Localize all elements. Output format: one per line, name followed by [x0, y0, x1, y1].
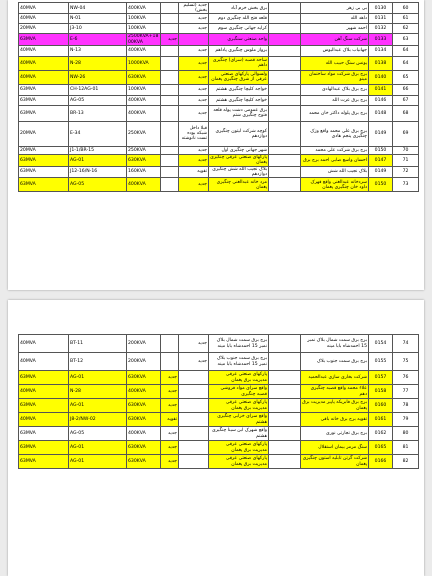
cell-row-number: 75 [393, 353, 419, 371]
cell-customer-name: بلاک نجیب الله شش [301, 166, 369, 177]
cell-status-alt: جدید [161, 441, 179, 455]
cell-status-alt: جدید [161, 34, 179, 45]
cell-capacity: 40MVA [19, 45, 69, 56]
table-row [19, 441, 419, 455]
cell-capacity: 63MVA [19, 178, 69, 192]
cell-blank [269, 413, 301, 427]
cell-status-alt: جدید [161, 427, 179, 441]
cell-blank [269, 34, 301, 45]
cell-transformer-kva: 630KVA [127, 371, 161, 385]
cell-record-id: 0158 [369, 385, 393, 399]
cell-transformer-kva: 630KVA [127, 399, 161, 413]
cell-capacity: 63MVA [19, 399, 69, 413]
cell-feeder-code: BT-12 [69, 353, 127, 371]
cell-transformer-kva: 630KVA [127, 154, 161, 166]
cell-blank [269, 84, 301, 95]
cell-feeder-code: J1-1/BR-15 [69, 146, 127, 154]
cell-capacity: 63MVA [19, 154, 69, 166]
cell-transformer-kva: 400KVA [127, 427, 161, 441]
cell-capacity: 63MVA [19, 34, 69, 45]
cell-status: جدید [179, 146, 209, 154]
cell-capacity: 20MVA [19, 24, 69, 34]
cell-feeder-code: NW-26 [69, 70, 127, 84]
cell-feeder-code: J12-16/N-16 [69, 166, 127, 177]
cell-blank [269, 105, 301, 121]
cell-customer-name: برج برق شرکت علی محمد [301, 146, 369, 154]
cell-customer-name: داهد الله [301, 14, 369, 24]
table-body-page-2 [19, 335, 419, 469]
cell-location: واحد صنعتی سنگبری [209, 34, 269, 45]
table-row [19, 353, 419, 371]
cell-feeder-code: AG-05 [69, 95, 127, 105]
cell-location: مرد خانه عبدالغنی چنگیزی پغمان [209, 178, 269, 192]
cell-capacity: 63MVA [19, 371, 69, 385]
table-row [19, 399, 419, 413]
cell-feeder-code: N-13 [69, 45, 127, 56]
cell-status: جدید [179, 335, 209, 353]
cell-location: کوچه شرکت لیتون چنگیزی دوازدهم [209, 121, 269, 146]
cell-record-id: 0141 [369, 84, 393, 95]
cell-status-alt: جدید [161, 385, 179, 399]
cell-record-id: 0150 [369, 178, 393, 192]
cell-location: برق عمومی دشت پوله قلعه فتوح چنگیزی شتم [209, 105, 269, 121]
cell-blank [269, 45, 301, 56]
cell-transformer-kva: 630KVA [127, 70, 161, 84]
cell-capacity: 40MVA [19, 3, 69, 14]
cell-record-id: 0166 [369, 455, 393, 469]
cell-capacity: 63MVA [19, 84, 69, 95]
cell-location: برج برق سمت جنوب بلاک نمبر 15 احمدشاه بابا مینه [209, 353, 269, 371]
cell-record-id: 0162 [369, 427, 393, 441]
cell-blank [269, 146, 301, 154]
cell-location: برواز ملوس چنگیزی پاداهم [209, 45, 269, 56]
table-row [19, 95, 419, 105]
table-row [19, 154, 419, 166]
cell-row-number: 77 [393, 385, 419, 399]
cell-capacity: 40MVA [19, 353, 69, 371]
cell-location: ولسوالی پارکهای صنعتی عرقی از شرق چنگیزی پغمان [209, 70, 269, 84]
cell-status: جدید [179, 84, 209, 95]
cell-row-number: 63 [393, 34, 419, 45]
cell-location: پارکهای صنعتی عرقی مدیریت برق پغمان [209, 441, 269, 455]
cell-record-id: 0165 [369, 441, 393, 455]
table-row [19, 3, 419, 14]
cell-record-id: 0154 [369, 335, 393, 353]
cell-status-alt [161, 154, 179, 166]
cell-customer-name: تقویه برج برق خانه باقی [301, 413, 369, 427]
cell-record-id: 0149 [369, 121, 393, 146]
cell-row-number: 64 [393, 45, 419, 56]
cell-location: پارکهای صنعتی عرقی مدیریت برق پغمان [209, 371, 269, 385]
cell-feeder-code: E-6 [69, 34, 127, 45]
cell-feeder-code: J3-10 [69, 24, 127, 34]
cell-blank [269, 56, 301, 70]
cell-capacity: 63MVA [19, 441, 69, 455]
cell-transformer-kva: 250KVA [127, 121, 161, 146]
cell-location: واقع شهرک ابن سینا چنگیزی هشتم [209, 427, 269, 441]
table-row [19, 427, 419, 441]
cell-status: تقویه [179, 166, 209, 177]
cell-feeder-code: CH-12AG-01 [69, 84, 127, 95]
cell-status: جدید [179, 56, 209, 70]
table-row [19, 45, 419, 56]
cell-status: جدید [179, 95, 209, 105]
cell-record-id: 0155 [369, 353, 393, 371]
table-row [19, 335, 419, 353]
document-page-2 [8, 300, 424, 576]
table-row [19, 455, 419, 469]
cell-capacity: 40MVA [19, 385, 69, 399]
cell-status: جدید [179, 105, 209, 121]
cell-transformer-kva: 400KVA [127, 3, 161, 14]
cell-status-alt [161, 24, 179, 34]
cell-row-number: 62 [393, 24, 419, 34]
cell-record-id: 0161 [369, 413, 393, 427]
cell-capacity: 20MVA [19, 121, 69, 146]
cell-customer-name: برج برق سمت شمال بلاک نمبر 15 احمدشاه بابا مینه [301, 335, 369, 353]
cell-transformer-kva: 160KVA [127, 166, 161, 177]
cell-location: برق بخش خرم آباد [209, 3, 269, 14]
cell-customer-name: علاء محمد واقع قصبه چنگیزی دهم [301, 385, 369, 399]
cell-capacity: 63MVA [19, 166, 69, 177]
cell-row-number: 82 [393, 455, 419, 469]
cell-record-id: 0131 [369, 14, 393, 24]
cell-row-number: 64 [393, 56, 419, 70]
cell-status-alt [161, 14, 179, 24]
cell-blank [269, 95, 301, 105]
cell-transformer-kva: 630KVA [127, 441, 161, 455]
cell-status [179, 34, 209, 45]
cell-status-alt [161, 178, 179, 192]
cell-customer-name: برج برق عزت الله [301, 95, 369, 105]
cell-row-number: 60 [393, 3, 419, 14]
cell-status-alt [161, 166, 179, 177]
cell-customer-name: برج برق شرکت مواد ساختمان مینو [301, 70, 369, 84]
cell-location: ساحه قصبه (سرای) چنگیزی داهم [209, 56, 269, 70]
cell-transformer-kva: 400KVA [127, 105, 161, 121]
cell-status-alt [161, 105, 179, 121]
cell-customer-name: یونس سنگ حبیب الله [301, 56, 369, 70]
cell-status [179, 399, 209, 413]
table-row [19, 24, 419, 34]
cell-feeder-code: J8-2/NW-02 [69, 413, 127, 427]
cell-capacity: 63MVA [19, 105, 69, 121]
cell-record-id: 0130 [369, 3, 393, 14]
cell-status-alt: تقویه [161, 413, 179, 427]
cell-status-alt [161, 121, 179, 146]
cell-status-alt [161, 353, 179, 371]
cell-record-id: 0157 [369, 371, 393, 385]
cell-status [179, 385, 209, 399]
cell-status-alt [161, 95, 179, 105]
cell-feeder-code: AG-05 [69, 178, 127, 192]
cell-capacity: 40MVA [19, 335, 69, 353]
cell-feeder-code: AG-05 [69, 427, 127, 441]
cell-status-alt [161, 3, 179, 14]
cell-record-id: 0150 [369, 146, 393, 154]
cell-capacity: 40MVA [19, 56, 69, 70]
cell-customer-name: سردخانه عبدالغنی واقع قهرک داود خان چنگیزی پغمان [301, 178, 369, 192]
records-table-page-2 [18, 334, 419, 469]
cell-location: پارکهای صنعتی عرقی چنگیزی پغمان [210, 155, 267, 166]
cell-status-alt [161, 70, 179, 84]
cell-customer-name: برج برق پلوله داکتر خان محمد [301, 105, 369, 121]
cell-customer-name: برج برق فابریکه پاپیر مدیریت برق پغمان [302, 400, 367, 411]
cell-location: بلاک نجیب الله شش چنگیزی دوازدهم [209, 166, 269, 177]
table-row [19, 56, 419, 70]
cell-feeder-code: AG-01 [69, 154, 127, 166]
cell-transformer-kva: 1000KVA [127, 56, 161, 70]
cell-customer-name: بی بی زهر [301, 3, 369, 14]
cell-capacity: 40MVA [19, 14, 69, 24]
cell-status: جدید [179, 178, 209, 192]
cell-status-alt: جدید [161, 371, 179, 385]
cell-blank [269, 353, 301, 371]
cell-customer-name: احسان واسع صابی احمد برج برق [301, 154, 369, 166]
cell-row-number: 79 [393, 413, 419, 427]
cell-customer-name: برج برق تجارتی نوری [301, 427, 369, 441]
cell-row-number: 74 [393, 335, 419, 353]
cell-status: جدید (تسلیم بخش) [179, 3, 209, 14]
cell-status [179, 427, 209, 441]
table-row [19, 413, 419, 427]
cell-status [179, 455, 209, 469]
cell-blank [269, 14, 301, 24]
cell-record-id: 0146 [369, 95, 393, 105]
cell-customer-name: شرکت بخاری سازی عبدالحمید [301, 371, 369, 385]
table-row [19, 146, 419, 154]
cell-record-id: 0133 [369, 34, 393, 45]
cell-feeder-code: AG-01 [69, 399, 127, 413]
cell-customer-name: برج برق بلاک عبدالهادی [301, 84, 369, 95]
cell-row-number: 81 [393, 441, 419, 455]
cell-status: قبلا داخل شبکه بوده تست نانوشته [179, 121, 209, 146]
cell-transformer-kva: 200KVA [127, 353, 161, 371]
cell-status-alt: جدید [161, 399, 179, 413]
cell-customer-name: شرکت سنگ آهن [301, 34, 369, 45]
cell-capacity: 63MVA [19, 427, 69, 441]
cell-customer-name: جهانیاب بلاک عبدالیوس [301, 45, 369, 56]
cell-status [179, 413, 209, 427]
cell-blank [269, 178, 301, 192]
cell-row-number: 69 [393, 121, 419, 146]
cell-record-id: 0140 [369, 70, 393, 84]
cell-location: کرایه جهانی چنگیزی سوم [209, 24, 269, 34]
cell-record-id: 0134 [369, 45, 393, 56]
cell-record-id: 0147 [369, 154, 393, 166]
cell-customer-name: سنگ مرمر بیمان استقلال [301, 441, 369, 455]
table-row [19, 84, 419, 95]
cell-blank [269, 335, 301, 353]
cell-feeder-code: NW-04 [69, 3, 127, 14]
table-row [19, 178, 419, 192]
cell-capacity: 63MVA [19, 455, 69, 469]
cell-location: واقع سرای خرابی چنگیزی هشتم [209, 413, 269, 427]
cell-feeder-code: BR-13 [69, 105, 127, 121]
cell-status: جدید [179, 154, 209, 166]
cell-row-number: 61 [393, 14, 419, 24]
cell-blank [269, 455, 301, 469]
cell-location: برج برق سمت شمال بلاک نمبر 15 احمدشاه بابا مینه [209, 335, 269, 353]
cell-blank [269, 385, 301, 399]
cell-row-number: 66 [393, 84, 419, 95]
cell-row-number: 68 [393, 105, 419, 121]
table-row [19, 14, 419, 24]
cell-status [179, 371, 209, 385]
cell-status: جدید [179, 14, 209, 24]
cell-location: پارکهای صنعتی عرقی مدیریت برق پغمان [209, 455, 269, 469]
table-row [19, 105, 419, 121]
cell-location: خواجه کلیچا چنگیزی هشتم [209, 95, 269, 105]
cell-blank [269, 371, 301, 385]
cell-feeder-code: AG-01 [69, 441, 127, 455]
cell-record-id: 0149 [369, 166, 393, 177]
table-body-page-1 [19, 3, 419, 192]
cell-location: شهر جهانی چنگیزی اول [209, 146, 269, 154]
cell-record-id: 0148 [369, 105, 393, 121]
cell-record-id: 0160 [369, 399, 393, 413]
cell-location: واقع سرای مواد فروشی قصبه چنگیزی [209, 385, 269, 399]
cell-record-id: 0132 [369, 24, 393, 34]
cell-status-alt [161, 56, 179, 70]
cell-row-number: 71 [393, 154, 419, 166]
cell-capacity: 40MVA [19, 413, 69, 427]
cell-feeder-code: AG-01 [69, 455, 127, 469]
cell-location: قلعه فتح الله چنگیزی دوم [209, 14, 269, 24]
table-row [19, 371, 419, 385]
cell-row-number: 76 [393, 371, 419, 385]
document-page-1 [8, 0, 424, 290]
cell-row-number: 78 [393, 399, 419, 413]
cell-capacity: 20MVA [19, 146, 69, 154]
cell-transformer-kva: 250KVA [127, 146, 161, 154]
table-row [19, 70, 419, 84]
cell-customer-name: احمد شهپر [301, 24, 369, 34]
cell-transformer-kva: 2500KVA+1800KVA [127, 34, 161, 45]
cell-customer-name: برج برق علی محمد واقع وزک چنگیزی پنجم هادی [301, 121, 369, 146]
cell-feeder-code: E-34 [69, 121, 127, 146]
table-row [19, 121, 419, 146]
cell-row-number: 70 [393, 146, 419, 154]
cell-blank [269, 3, 301, 14]
cell-blank [269, 24, 301, 34]
cell-capacity: 40MVA [19, 70, 69, 84]
cell-status-alt: جدید [161, 455, 179, 469]
cell-status-alt [161, 146, 179, 154]
cell-location: پارکهای صنعتی عرقی مدیریت برق پغمان [209, 399, 269, 413]
cell-status: جدید [179, 70, 209, 84]
cell-location: خواجه کلیچا چنگیزی هشتم [209, 84, 269, 95]
cell-feeder-code: N-01 [69, 14, 127, 24]
cell-transformer-kva: 630KVA [127, 455, 161, 469]
cell-row-number: 65 [393, 70, 419, 84]
cell-status [179, 441, 209, 455]
cell-transformer-kva: 200KVA [127, 335, 161, 353]
cell-feeder-code: N-28 [69, 56, 127, 70]
cell-row-number: 72 [393, 166, 419, 177]
cell-transformer-kva: 100KVA [127, 24, 161, 34]
cell-status: جدید [179, 353, 209, 371]
cell-feeder-code: AG-01 [69, 371, 127, 385]
cell-row-number: 80 [393, 427, 419, 441]
cell-customer-name: برج برق سمت جنوب بلاک [301, 353, 369, 371]
cell-blank [269, 427, 301, 441]
table-row [19, 166, 419, 177]
cell-feeder-code: BT-11 [69, 335, 127, 353]
cell-transformer-kva: 400KVA [127, 178, 161, 192]
cell-row-number: 73 [393, 178, 419, 192]
cell-feeder-code: N-28 [69, 385, 127, 399]
table-row [19, 34, 419, 45]
table-row [19, 385, 419, 399]
cell-row-number: 67 [393, 95, 419, 105]
cell-transformer-kva: 400KVA [127, 385, 161, 399]
cell-blank [269, 166, 301, 177]
cell-transformer-kva: 100KVA [127, 84, 161, 95]
cell-blank [269, 399, 301, 413]
cell-blank [269, 441, 301, 455]
cell-transformer-kva: 630KVA [127, 413, 161, 427]
cell-transformer-kva: 100KVA [127, 14, 161, 24]
cell-capacity: 63MVA [19, 95, 69, 105]
cell-status-alt [161, 45, 179, 56]
cell-status: جدید [179, 45, 209, 56]
records-table-page-1 [18, 2, 419, 192]
cell-transformer-kva: 400KVA [127, 95, 161, 105]
cell-record-id: 0138 [369, 56, 393, 70]
cell-blank [269, 154, 301, 166]
cell-status-alt [161, 84, 179, 95]
cell-status: جدید [179, 24, 209, 34]
cell-status-alt [161, 335, 179, 353]
cell-transformer-kva: 400KVA [127, 45, 161, 56]
cell-blank [269, 121, 301, 146]
cell-blank [269, 70, 301, 84]
cell-customer-name: شرکت گرتن تابلیه استون چنگیزی پغمان [301, 455, 369, 469]
